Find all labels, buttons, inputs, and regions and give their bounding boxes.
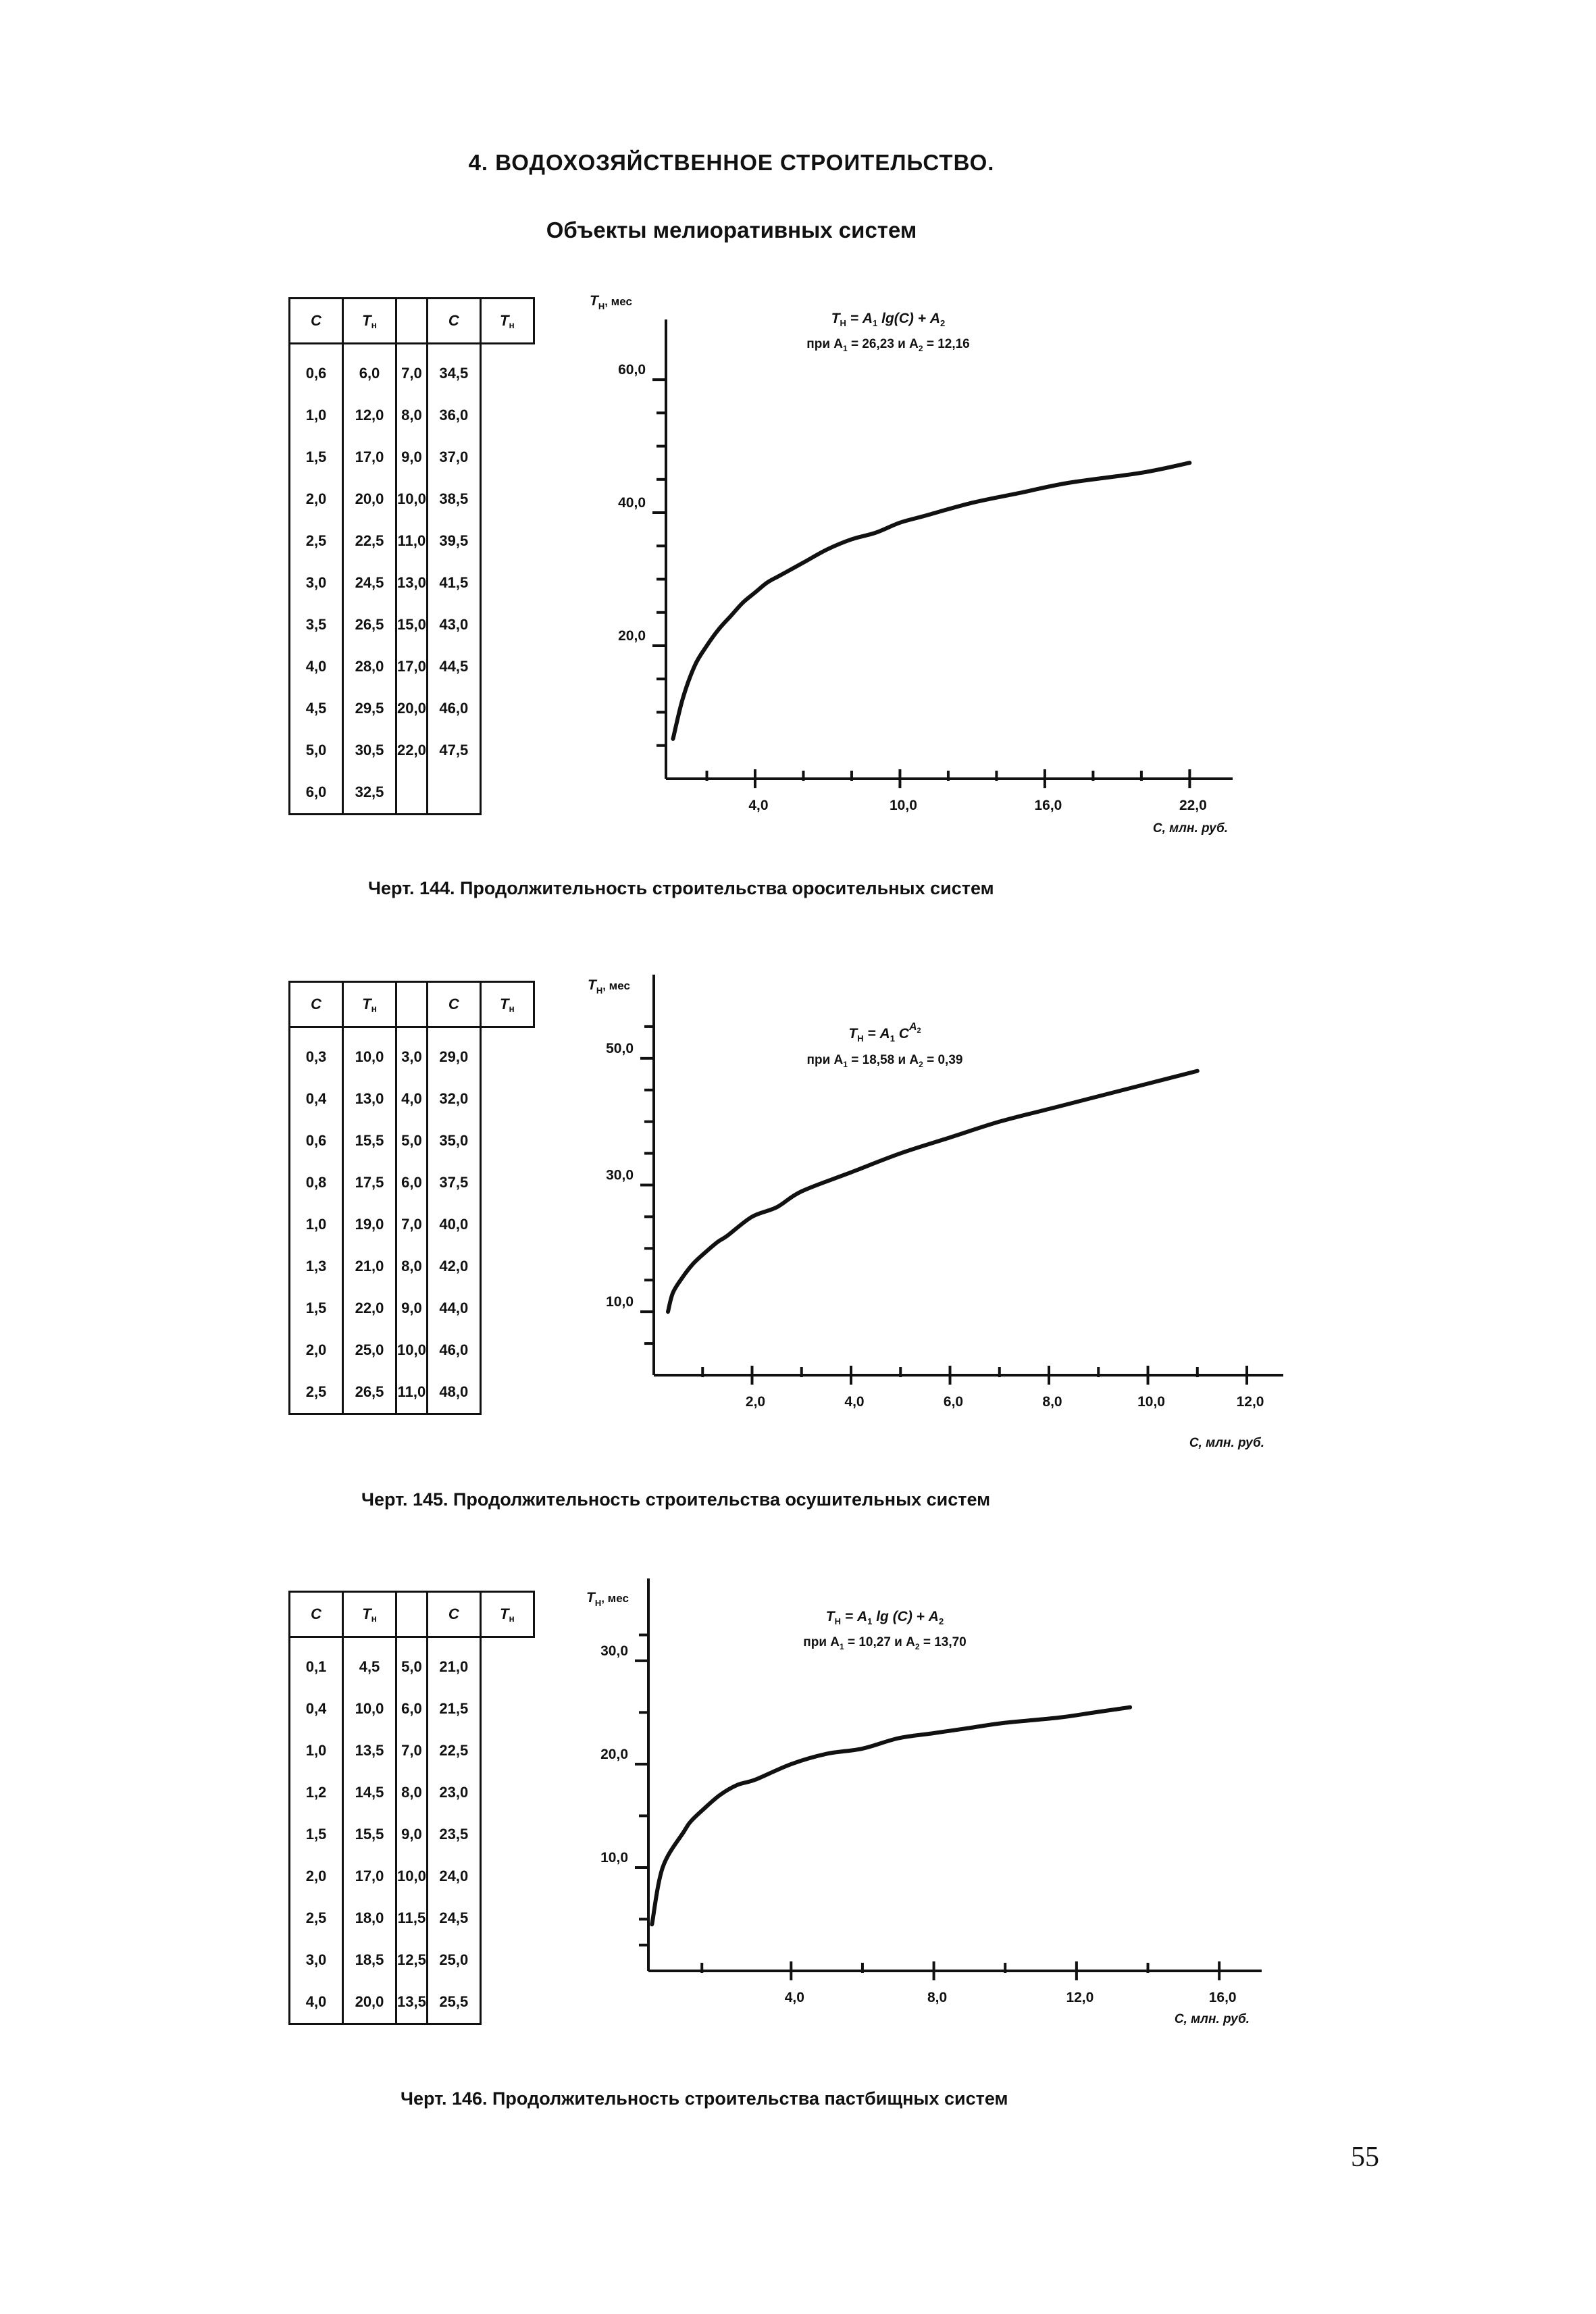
formula-line-1 — [848, 1021, 921, 1044]
x-tick-label: 10,0 — [890, 798, 917, 813]
header-symbol: Т — [499, 1605, 509, 1622]
table-cell: 38,5 — [427, 478, 480, 520]
table-cell: 13,5 — [396, 1981, 428, 2024]
formula-subscript: 2 — [938, 1616, 944, 1626]
table-cell: 12,5 — [396, 1939, 428, 1981]
table-row — [290, 646, 534, 688]
table-header-cell — [343, 1592, 396, 1637]
table-cell: 39,5 — [427, 520, 480, 562]
table-row — [290, 1036, 534, 1078]
table-cell: 0,4 — [290, 1688, 343, 1730]
table-cell: 2,0 — [290, 478, 343, 520]
table-cell: 26,5 — [343, 604, 396, 646]
table-cell: 7,0 — [396, 1204, 428, 1245]
table-cell: 29,0 — [427, 1036, 480, 1078]
y-axis-subscript: Н — [598, 301, 605, 311]
table-header-cell — [480, 1592, 534, 1637]
table-cell: 15,5 — [343, 1120, 396, 1162]
chart-144 — [527, 284, 1277, 838]
formula-subscript: 1 — [867, 1616, 873, 1626]
formula-subscript: 1 — [840, 1642, 844, 1651]
table-cell: 9,0 — [396, 1287, 428, 1329]
table-cell: 0,4 — [290, 1078, 343, 1120]
table-cell: 29,5 — [343, 688, 396, 729]
table-cell: 13,0 — [396, 562, 428, 604]
series-curve — [652, 1707, 1130, 1924]
table-cell: 5,0 — [290, 729, 343, 771]
table-row — [290, 1730, 534, 1772]
table-spacer — [427, 1637, 480, 1647]
figure-caption-144: Черт. 144. Продолжительность строительства оросительных систем — [368, 878, 994, 898]
table-cell: 5,0 — [396, 1646, 428, 1688]
y-tick-label: 50,0 — [606, 1040, 634, 1056]
header-subscript: н — [371, 319, 377, 330]
table-cell: 22,5 — [343, 520, 396, 562]
x-tick-label: 10,0 — [1137, 1394, 1165, 1410]
formula-subscript: 2 — [919, 1060, 923, 1069]
header-symbol: С — [311, 312, 321, 329]
table-row — [290, 1688, 534, 1730]
header-symbol: С — [311, 1605, 321, 1622]
x-tick-label: 22,0 — [1179, 798, 1207, 813]
x-tick-label: 8,0 — [1042, 1394, 1062, 1410]
table-cell: 7,0 — [396, 353, 428, 394]
y-axis-symbol: Т — [586, 1590, 595, 1605]
formula-symbol: Т — [848, 1026, 858, 1042]
y-axis-unit: , мес — [604, 295, 632, 308]
header-symbol: С — [448, 1605, 459, 1622]
table-cell: 6,0 — [290, 771, 343, 815]
series-curve — [668, 1071, 1198, 1312]
header-symbol: Т — [362, 311, 371, 329]
x-axis-title: С, млн. руб. — [1152, 821, 1228, 835]
table-cell: 28,0 — [343, 646, 396, 688]
header-symbol: Т — [362, 995, 371, 1012]
table-cell: 0,8 — [290, 1162, 343, 1204]
x-tick-label: 4,0 — [748, 798, 769, 813]
table-header-cell — [290, 299, 343, 344]
table-cell: 11,0 — [396, 1371, 428, 1414]
table-row — [290, 771, 534, 815]
table-cell: 6,0 — [396, 1162, 428, 1204]
y-axis-title — [590, 293, 632, 311]
formula-symbol: Т — [825, 1609, 835, 1624]
table-row — [290, 1646, 534, 1688]
y-tick-label: 60,0 — [618, 362, 646, 378]
table-cell: 20,0 — [343, 1981, 396, 2024]
formula-text: lg (С) + А — [872, 1609, 939, 1624]
table-cell: 2,5 — [290, 520, 343, 562]
table-cell: 9,0 — [396, 436, 428, 478]
table-spacer — [290, 1027, 343, 1037]
y-axis-symbol: Т — [590, 293, 598, 309]
table-header-cell — [290, 982, 343, 1027]
formula-text: = 10,27 и А — [844, 1635, 915, 1649]
y-tick-label: 40,0 — [618, 495, 646, 511]
table-cell: 24,5 — [427, 1897, 480, 1939]
formula-text: = 12,16 — [923, 337, 970, 351]
table-header-cell — [427, 982, 480, 1027]
table-cell — [396, 771, 428, 815]
table-cell: 4,5 — [290, 688, 343, 729]
table-row — [290, 1772, 534, 1814]
data-table-145 — [288, 981, 535, 1415]
formula-line-2 — [806, 337, 970, 353]
table-header-cell — [343, 299, 396, 344]
table-cell: 10,0 — [396, 478, 428, 520]
table-cell — [427, 771, 480, 815]
table-row — [290, 1162, 534, 1204]
table-cell: 21,5 — [427, 1688, 480, 1730]
header-subscript: н — [371, 1613, 377, 1624]
table-cell: 3,0 — [290, 1939, 343, 1981]
y-tick-label: 30,0 — [606, 1167, 634, 1183]
y-tick-label: 10,0 — [600, 1849, 628, 1866]
table-cell: 26,5 — [343, 1371, 396, 1414]
table-cell: 10,0 — [343, 1688, 396, 1730]
table-cell: 47,5 — [427, 729, 480, 771]
table-spacer — [343, 1027, 396, 1037]
table-cell: 48,0 — [427, 1371, 480, 1414]
x-tick-label: 2,0 — [745, 1394, 766, 1410]
header-subscript: н — [509, 1003, 515, 1014]
table-row — [290, 562, 534, 604]
y-axis-unit: , мес — [601, 1592, 629, 1605]
table-cell: 1,5 — [290, 1287, 343, 1329]
table-cell: 24,5 — [343, 562, 396, 604]
table-cell: 21,0 — [343, 1245, 396, 1287]
header-symbol: С — [311, 996, 321, 1012]
table-cell: 20,0 — [396, 688, 428, 729]
table-cell: 22,0 — [343, 1287, 396, 1329]
table-cell: 30,5 — [343, 729, 396, 771]
table-row — [290, 1814, 534, 1855]
table-cell: 11,5 — [396, 1897, 428, 1939]
header-symbol: С — [448, 996, 459, 1012]
table-row — [290, 1078, 534, 1120]
table-cell: 20,0 — [343, 478, 396, 520]
formula-line-2 — [803, 1635, 967, 1651]
table-cell: 22,0 — [396, 729, 428, 771]
table-cell: 3,0 — [290, 562, 343, 604]
table-row — [290, 688, 534, 729]
table-row — [290, 436, 534, 478]
formula-subscript: 2 — [940, 318, 946, 328]
formula-subscript: 2 — [918, 344, 923, 353]
table-cell: 7,0 — [396, 1730, 428, 1772]
y-axis-subscript: Н — [596, 985, 603, 996]
x-tick-label: 4,0 — [844, 1394, 865, 1410]
table-cell: 24,0 — [427, 1855, 480, 1897]
table-cell: 13,0 — [343, 1078, 396, 1120]
table-cell: 1,0 — [290, 1204, 343, 1245]
table-cell: 3,5 — [290, 604, 343, 646]
table-row — [290, 1204, 534, 1245]
table-cell: 13,5 — [343, 1730, 396, 1772]
formula-superscript: А — [908, 1021, 917, 1033]
x-tick-label: 16,0 — [1034, 798, 1062, 813]
formula-subscript: 1 — [873, 318, 878, 328]
table-spacer — [290, 344, 343, 353]
formula-subscript: Н — [840, 318, 846, 328]
table-cell: 4,0 — [396, 1078, 428, 1120]
x-tick-label: 6,0 — [943, 1394, 964, 1410]
table-cell: 46,0 — [427, 688, 480, 729]
table-row — [290, 1855, 534, 1897]
table-cell: 5,0 — [396, 1120, 428, 1162]
x-tick-label: 12,0 — [1236, 1394, 1264, 1410]
table-cell: 17,0 — [343, 436, 396, 478]
section-heading: 4. ВОДОХОЗЯЙСТВЕННОЕ СТРОИТЕЛЬСТВО. — [468, 150, 995, 175]
table-row — [290, 353, 534, 394]
table-spacer — [427, 344, 480, 353]
section-subheading: Объекты мелиоративных систем — [546, 217, 917, 242]
header-subscript: н — [509, 1613, 515, 1624]
table-spacer — [427, 1027, 480, 1037]
table-cell: 40,0 — [427, 1204, 480, 1245]
table-cell: 1,3 — [290, 1245, 343, 1287]
formula-subscript: 1 — [843, 344, 848, 353]
table-cell: 10,0 — [396, 1855, 428, 1897]
header-subscript: н — [509, 319, 515, 330]
table-row — [290, 1287, 534, 1329]
table-cell: 25,0 — [343, 1329, 396, 1371]
table-cell: 21,0 — [427, 1646, 480, 1688]
table-row — [290, 1120, 534, 1162]
table-cell: 1,0 — [290, 394, 343, 436]
table-cell: 34,5 — [427, 353, 480, 394]
table-cell: 18,5 — [343, 1939, 396, 1981]
table-cell: 10,0 — [343, 1036, 396, 1078]
formula-subscript: 2 — [915, 1642, 920, 1651]
table-cell: 15,5 — [343, 1814, 396, 1855]
table-cell: 2,5 — [290, 1897, 343, 1939]
data-table-146 — [288, 1591, 535, 2025]
table-cell: 4,0 — [290, 646, 343, 688]
formula-line-1 — [826, 1609, 944, 1626]
table-cell: 19,0 — [343, 1204, 396, 1245]
table-cell: 1,5 — [290, 436, 343, 478]
table-cell: 32,0 — [427, 1078, 480, 1120]
x-axis-title: С, млн. руб. — [1174, 2012, 1250, 2026]
table-cell: 4,5 — [343, 1646, 396, 1688]
header-symbol: Т — [499, 995, 509, 1012]
y-tick-label: 20,0 — [618, 628, 646, 644]
table-cell: 6,0 — [343, 353, 396, 394]
table-cell: 6,0 — [396, 1688, 428, 1730]
table-cell: 44,5 — [427, 646, 480, 688]
formula-text: = А — [841, 1609, 868, 1624]
table-row — [290, 1939, 534, 1981]
table-cell: 41,5 — [427, 562, 480, 604]
table-spacer — [290, 1637, 343, 1647]
table-cell: 37,5 — [427, 1162, 480, 1204]
table-row — [290, 478, 534, 520]
table-spacer — [396, 1637, 428, 1647]
x-axis-title: С, млн. руб. — [1189, 1436, 1264, 1450]
table-cell: 44,0 — [427, 1287, 480, 1329]
table-cell: 1,0 — [290, 1730, 343, 1772]
table-cell: 15,0 — [396, 604, 428, 646]
formula-subscript: Н — [857, 1033, 864, 1044]
table-row — [290, 520, 534, 562]
x-tick-label: 12,0 — [1066, 1990, 1094, 2005]
table-row — [290, 1897, 534, 1939]
table-cell: 25,0 — [427, 1939, 480, 1981]
table-header-cell — [343, 982, 396, 1027]
table-cell: 2,0 — [290, 1329, 343, 1371]
header-symbol: Т — [499, 311, 509, 329]
y-axis-symbol: Т — [588, 977, 596, 993]
header-symbol: Т — [362, 1605, 371, 1622]
formula-line-2 — [807, 1053, 963, 1069]
page-number: 55 — [1351, 2142, 1379, 2173]
table-cell: 0,1 — [290, 1646, 343, 1688]
table-cell: 23,0 — [427, 1772, 480, 1814]
table-cell: 8,0 — [396, 1245, 428, 1287]
table-spacer — [343, 344, 396, 353]
data-table-144 — [288, 297, 535, 815]
table-cell: 1,2 — [290, 1772, 343, 1814]
table-header-cell — [427, 1592, 480, 1637]
table-row — [290, 394, 534, 436]
table-row — [290, 1245, 534, 1287]
table-cell: 0,6 — [290, 1120, 343, 1162]
figure-caption-145: Черт. 145. Продолжительность строительства осушительных систем — [361, 1489, 991, 1510]
table-cell: 42,0 — [427, 1245, 480, 1287]
formula-subscript: 1 — [843, 1060, 848, 1069]
chart-146 — [527, 1574, 1277, 2060]
table-row — [290, 1329, 534, 1371]
table-cell: 35,0 — [427, 1120, 480, 1162]
table-cell: 11,0 — [396, 520, 428, 562]
x-tick-label: 8,0 — [927, 1990, 948, 2005]
formula-symbol: Т — [831, 311, 840, 326]
formula-text: = 18,58 и А — [847, 1053, 919, 1067]
table-cell: 32,5 — [343, 771, 396, 815]
table-cell: 18,0 — [343, 1897, 396, 1939]
formula-line-1 — [831, 311, 946, 328]
table-cell: 2,0 — [290, 1855, 343, 1897]
table-row — [290, 1981, 534, 2024]
formula-text: при А — [806, 1053, 844, 1067]
table-cell: 0,3 — [290, 1036, 343, 1078]
table-column-gap — [396, 1592, 428, 1637]
x-tick-label: 4,0 — [784, 1990, 804, 2005]
table-header-cell — [427, 299, 480, 344]
table-cell: 46,0 — [427, 1329, 480, 1371]
formula-text: при А — [806, 337, 844, 351]
table-column-gap — [396, 982, 428, 1027]
formula-subscript: 1 — [890, 1033, 895, 1044]
table-spacer — [343, 1637, 396, 1647]
table-spacer — [396, 344, 428, 353]
formula-subscript: Н — [834, 1616, 842, 1626]
table-row — [290, 729, 534, 771]
table-column-gap — [396, 299, 428, 344]
series-curve — [673, 463, 1189, 739]
table-header-cell — [290, 1592, 343, 1637]
chart-145 — [527, 959, 1277, 1472]
table-cell: 36,0 — [427, 394, 480, 436]
formula-text: = А — [863, 1026, 890, 1042]
y-axis-unit: , мес — [602, 979, 630, 992]
table-cell: 0,6 — [290, 353, 343, 394]
table-cell: 3,0 — [396, 1036, 428, 1078]
y-tick-label: 30,0 — [600, 1643, 628, 1659]
y-tick-label: 20,0 — [600, 1746, 628, 1762]
table-header-cell — [480, 982, 534, 1027]
table-spacer — [396, 1027, 428, 1037]
formula-text: = 13,70 — [919, 1635, 967, 1649]
y-axis-title — [586, 1590, 629, 1608]
table-header-cell — [480, 299, 534, 344]
table-cell: 8,0 — [396, 1772, 428, 1814]
formula-text: lg(С) + А — [877, 311, 941, 326]
table-row — [290, 1371, 534, 1414]
formula-text: = 0,39 — [923, 1053, 963, 1067]
y-tick-label: 10,0 — [606, 1294, 634, 1310]
y-axis-subscript: Н — [594, 1598, 602, 1608]
table-cell: 2,5 — [290, 1371, 343, 1414]
formula-text: С — [894, 1026, 909, 1042]
table-cell: 8,0 — [396, 394, 428, 436]
header-subscript: н — [371, 1003, 377, 1014]
header-symbol: С — [448, 312, 459, 329]
formula-text: = А — [846, 311, 873, 326]
table-cell: 14,5 — [343, 1772, 396, 1814]
table-cell: 22,5 — [427, 1730, 480, 1772]
table-cell: 17,5 — [343, 1162, 396, 1204]
table-cell: 1,5 — [290, 1814, 343, 1855]
figure-caption-146: Черт. 146. Продолжительность строительства пастбищных систем — [401, 2088, 1008, 2109]
table-cell: 4,0 — [290, 1981, 343, 2024]
table-cell: 25,5 — [427, 1981, 480, 2024]
table-cell: 10,0 — [396, 1329, 428, 1371]
table-cell: 43,0 — [427, 604, 480, 646]
x-tick-label: 16,0 — [1208, 1990, 1237, 2005]
table-row — [290, 604, 534, 646]
y-axis-title — [588, 977, 630, 996]
formula-subscript: 2 — [917, 1027, 921, 1035]
table-cell: 17,0 — [343, 1855, 396, 1897]
formula-text: при А — [803, 1635, 840, 1649]
table-cell: 23,5 — [427, 1814, 480, 1855]
formula-text: = 26,23 и А — [847, 337, 919, 351]
table-cell: 9,0 — [396, 1814, 428, 1855]
table-cell: 17,0 — [396, 646, 428, 688]
table-cell: 37,0 — [427, 436, 480, 478]
table-cell: 12,0 — [343, 394, 396, 436]
